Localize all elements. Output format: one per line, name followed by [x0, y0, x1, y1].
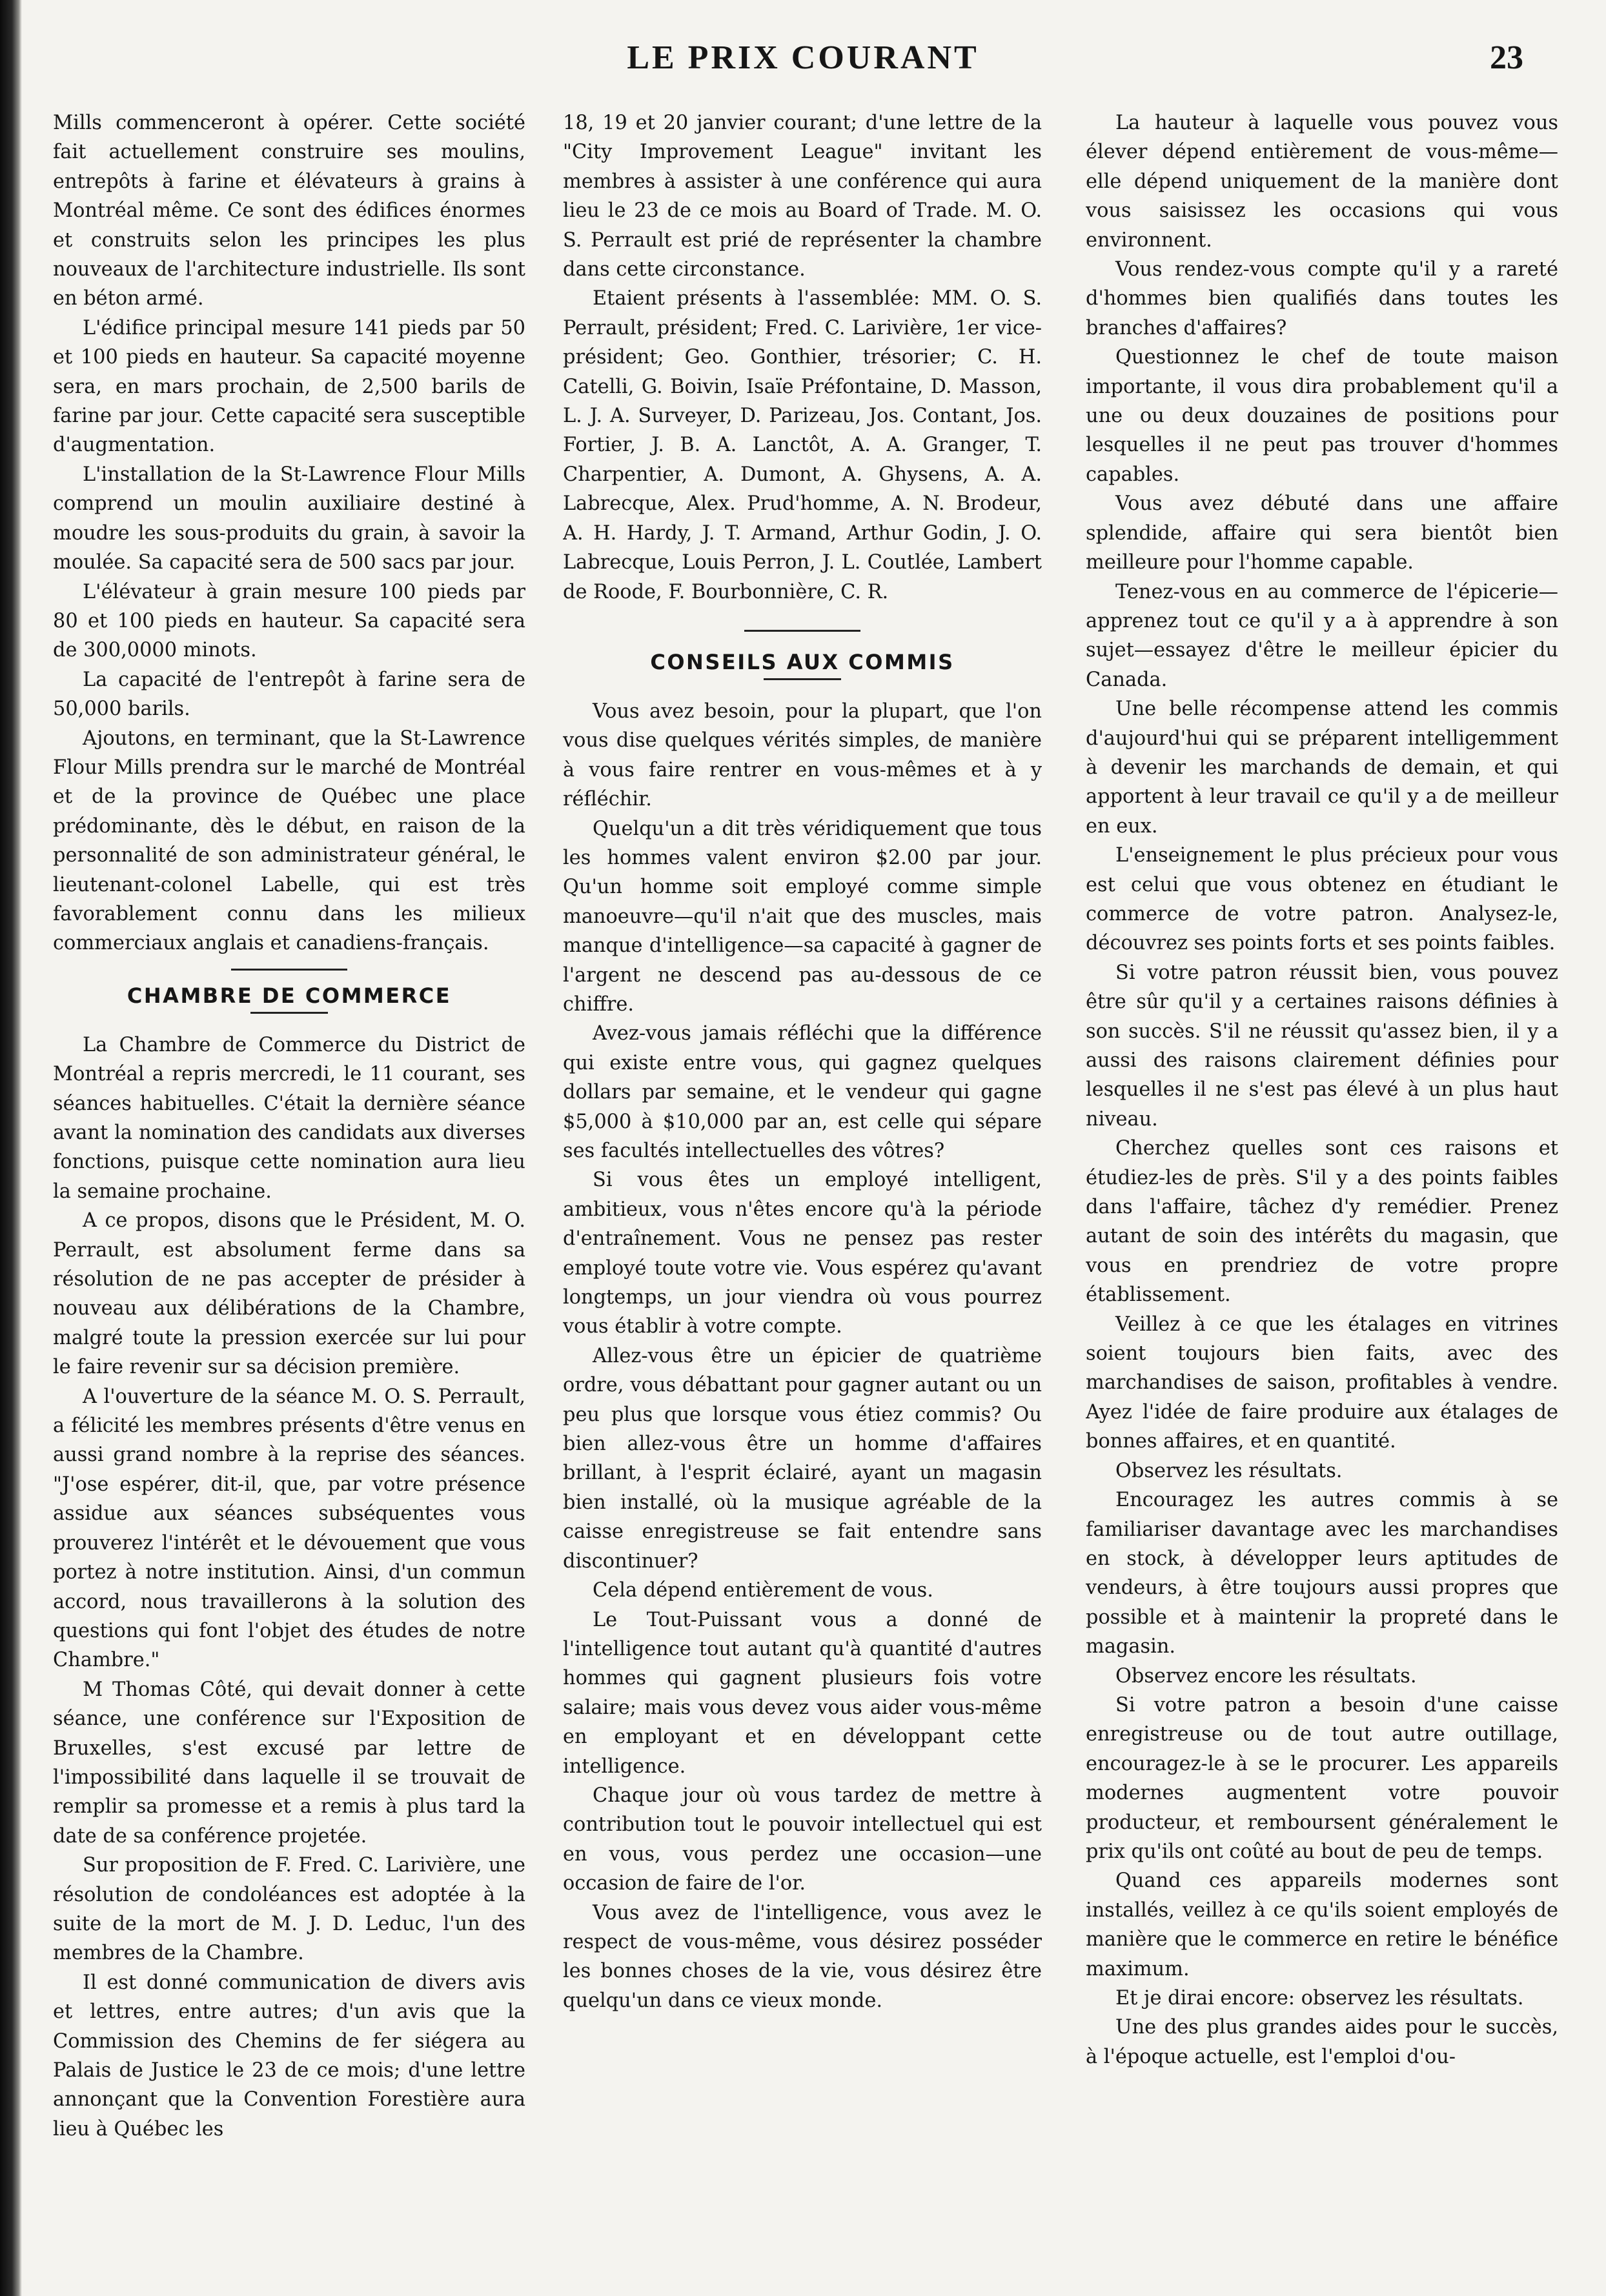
- journal-title: LE PRIX COURANT: [627, 39, 979, 76]
- paragraph: Et je dirai encore: observez les résultats.: [1115, 1987, 1524, 2009]
- paragraph: L'enseignement le plus précieux pour vous est celui que vous obtenez en étudiant le commerce de votre patron. Analysez-le, découvrez ses points forts et ses points faibles.: [1086, 844, 1558, 955]
- paragraph: A l'ouverture de la séance M. O. S. Perrault, a félicité les membres présents d'être venus en aussi grand nombre à la reprise des séances. "J'ose espérer, dit-il, que, par votre présence assidue aux séances subséquentes vous prouverez l'intérêt et le dévouement que vous portez à notre institution. Ainsi, d'un commun accord, nous travaillerons à la solution des questions qui font l'objet des études de notre Chambre.": [53, 1385, 525, 1672]
- section-title-conseils-aux-commis: CONSEILS AUX COMMIS: [650, 649, 955, 674]
- title-underline: [250, 1012, 328, 1014]
- paragraph: Questionnez le chef de toute maison importante, il vous dira probablement qu'il a une ou deux douzaines de positions pour lesquelles il ne peut pas trouver d'hommes capables.: [1086, 346, 1558, 486]
- paragraph: Il est donné communication de divers avis et lettres, entre autres; d'un avis que la Commission des Chemins de fer siégera au Palais de Justice le 23 de ce mois; d'une lettre annonçant que la Convention Forestière aura lieu à Québec les: [53, 1971, 525, 2140]
- paragraph: Allez-vous être un épicier de quatrième ordre, vous débattant pour gagner autant ou un peu plus que lorsque vous étiez commis? Ou bien allez-vous être un homme d'affaires brillant, à l'esprit éclairé, ayant un magasin bien installé, où la musique agréable de la caisse enregistreuse se fait entendre sans discontinuer?: [563, 1344, 1042, 1573]
- paragraph: L'installation de la St-Lawrence Flour Mills comprend un moulin auxiliaire destiné à moudre les sous-produits du grain, à savoir la moulée. Sa capacité sera de 500 sacs par jour.: [53, 463, 525, 574]
- paragraph: Vous avez besoin, pour la plupart, que l'on vous dise quelques vérités simples, de manière à vous faire rentrer en vous-mêmes et à y réfléchir.: [563, 700, 1042, 811]
- paragraph: Vous avez débuté dans une affaire splendide, affaire qui sera bientôt bien meilleure pour l'homme capable.: [1086, 492, 1558, 574]
- page-binding-edge: [0, 0, 22, 2296]
- paragraph: Quelqu'un a dit très véridiquement que tous les hommes valent environ $2.00 par jour. Qu'un homme soit employé comme simple manoeuvre—qu'il n'ait que des muscles, mais manque d'intelligence—sa capacité à gagner de l'argent ne descend pas au-dessous de ce chiffre.: [563, 817, 1042, 1016]
- paragraph: Sur proposition de F. Fred. C. Larivière, une résolution de condoléances est adoptée à la suite de la mort de M. J. D. Leduc, l'un des membres de la Chambre.: [53, 1854, 525, 1965]
- paragraph: Mills commenceront à opérer. Cette société fait actuellement construire ses moulins, entrepôts à farine et élévateurs à grains à Montréal même. Ce sont des édifices énormes et construits selon les principes les plus nouveaux de l'architecture industrielle. Ils sont en béton armé.: [53, 112, 525, 310]
- paragraph: Le Tout-Puissant vous a donné de l'intelligence tout autant qu'à quantité d'autres hommes qui gagnent plusieurs fois votre salaire; mais vous devez vous aider vous-même en employant et en développant cette intelligence.: [563, 1608, 1042, 1778]
- paragraph: Si votre patron a besoin d'une caisse enregistreuse ou de tout autre outillage, encouragez-le à se le procurer. Les appareils modernes augmentent votre pouvoir producteur, et remboursent généralement le prix qu'ils ont coûté au bout de peu de temps.: [1086, 1693, 1558, 1863]
- paragraph: Observez les résultats.: [1115, 1459, 1343, 1482]
- paragraph: Chaque jour où vous tardez de mettre à contribution tout le pouvoir intellectuel qui est en vous, vous perdez une occasion—une occasion de faire de l'or.: [563, 1784, 1042, 1895]
- paragraph: Cela dépend entièrement de vous.: [593, 1579, 933, 1602]
- paragraph: Une belle récompense attend les commis d'aujourd'hui qui se préparent intelligemment à devenir les marchands de demain, et qui apportent à leur travail ce qu'il y a de meilleur en eux.: [1086, 698, 1558, 838]
- paragraph: Avez-vous jamais réfléchi que la différence qui existe entre vous, qui gagnez quelques dollars par semaine, et le vendeur qui gagne $5,000 à $10,000 par an, est celle qui sépare ses facultés intellectuelles des vôtres?: [563, 1022, 1042, 1162]
- paragraph: Quand ces appareils modernes sont installés, veillez à ce qu'ils soient employés de manière que le commerce en retire le bénéfice maximum.: [1086, 1869, 1558, 1980]
- section-title-chambre-de-commerce: CHAMBRE DE COMMERCE: [127, 983, 452, 1008]
- section-divider: [231, 969, 347, 971]
- paragraph: Observez encore les résultats.: [1115, 1664, 1417, 1687]
- section-divider: [744, 630, 860, 632]
- paragraph: Veillez à ce que les étalages en vitrines soient toujours bien faits, avec des marchandises de saison, profitables à vendre. Ayez l'idée de faire produire aux étalages de bonnes affaires, et en quantité.: [1086, 1313, 1558, 1453]
- column-middle: [563, 108, 1042, 2283]
- paragraph: L'édifice principal mesure 141 pieds par 50 et 100 pieds en hauteur. Sa capacité moyenne sera, en mars prochain, de 2,500 barils de farine par jour. Cette capacité sera susceptible d'augmentation.: [53, 316, 525, 457]
- paragraph: Ajoutons, en terminant, que la St-Lawrence Flour Mills prendra sur le marché de Montréal et de la province de Québec une place prédominante, dès le début, en raison de la personnalité de son administrateur général, le lieutenant-colonel Labelle, qui est très favorablement connu dans les milieux commerciaux anglais et canadiens-français.: [53, 727, 525, 955]
- paragraph: Encouragez les autres commis à se familiariser davantage avec les marchandises en stock, à développer leurs aptitudes de vendeurs, à être toujours aussi propres que possible et à maintenir la propreté dans le magasin.: [1086, 1489, 1558, 1658]
- paragraph: Une des plus grandes aides pour le succès, à l'époque actuelle, est l'emploi d'ou-: [1086, 2016, 1558, 2068]
- paragraph: 18, 19 et 20 janvier courant; d'une lettre de la "City Improvement League" invitant les membres à assister à une conférence qui aura lieu le 23 de ce mois au Board of Trade. M. O. S. Perrault est prié de représenter la chambre dans cette circonstance.: [563, 112, 1042, 281]
- paragraph: M Thomas Côté, qui devait donner à cette séance, une conférence sur l'Exposition de Bruxelles, s'est excusé par lettre de l'impossibilité dans laquelle il se trouvait de remplir sa promesse et a remis à plus tard la date de sa conférence projetée.: [53, 1678, 525, 1848]
- paragraph: Etaient présents à l'assemblée: MM. O. S. Perrault, président; Fred. C. Larivière, 1er vice-président; Geo. Gonthier, trésorier; C. H. Catelli, G. Boivin, Isaïe Préfontaine, D. Masson, L. J. A. Surveyer, D. Parizeau, Jos. Contant, Jos. Fortier, J. B. A. Lanctôt, A. A. Granger, T. Charpentier, A. Dumont, A. Ghysens, A. A. Labrecque, Alex. Prud'homme, A. N. Brodeur, A. H. Hardy, J. T. Armand, Arthur Godin, J. O. Labrecque, Louis Perron, J. L. Coutlée, Lambert de Roode, F. Bourbonnière, C. R.: [563, 287, 1042, 603]
- paragraph: Si votre patron réussit bien, vous pouvez être sûr qu'il y a certaines raisons définies à son succès. S'il ne réussit qu'assez bien, il y a aussi des raisons clairement définies pour lesquelles il ne s'est pas élevé à un plus haut niveau.: [1086, 961, 1558, 1131]
- paragraph: Si vous êtes un employé intelligent, ambitieux, vous n'êtes encore qu'à la période d'entraînement. Vous ne pensez pas rester employé toute votre vie. Vous espérez qu'avant longtemps, un jour viendra où vous pourrez vous établir à votre compte.: [563, 1169, 1042, 1338]
- paragraph: Cherchez quelles sont ces raisons et étudiez-les de près. S'il y a des points faibles dans l'affaire, tâchez d'y remédier. Prenez autant de soin des intérêts du magasin, que vous en prendriez de votre propre établissement.: [1086, 1137, 1558, 1307]
- paragraph: A ce propos, disons que le Président, M. O. Perrault, est absolument ferme dans sa résolution de ne pas accepter de présider à nouveau aux délibérations de la Chambre, malgré toute la pression exercée sur lui pour le faire revenir sur sa décision première.: [53, 1209, 525, 1379]
- running-header: [0, 26, 1606, 97]
- column-left: [53, 108, 525, 2283]
- paragraph: La capacité de l'entrepôt à farine sera de 50,000 barils.: [53, 668, 525, 721]
- title-underline: [764, 678, 841, 680]
- column-right: [1086, 108, 1558, 2283]
- paragraph: L'élévateur à grain mesure 100 pieds par 80 et 100 pieds en hauteur. Sa capacité sera de 300,0000 minots.: [53, 580, 525, 662]
- paragraph: Tenez-vous en au commerce de l'épicerie—apprenez tout ce qu'il y a à apprendre à son sujet—essayez d'être le meilleur épicier du Canada.: [1086, 580, 1558, 691]
- paragraph: Vous rendez-vous compte qu'il y a rareté d'hommes bien qualifiés dans toutes les branches d'affaires?: [1086, 258, 1558, 339]
- paragraph: La Chambre de Commerce du District de Montréal a repris mercredi, le 11 courant, ses séances habituelles. C'était la dernière séance avant la nomination des candidats aux diverses fonctions, puisque cette nomination aura lieu la semaine prochaine.: [53, 1033, 525, 1203]
- page-number: 23: [1490, 39, 1523, 76]
- paragraph: Vous avez de l'intelligence, vous avez le respect de vous-même, vous désirez posséder les bonnes choses de la vie, vous désirez être quelqu'un dans ce vieux monde.: [563, 1901, 1042, 2012]
- paragraph: La hauteur à laquelle vous pouvez vous élever dépend entièrement de vous-même—elle dépend uniquement de la manière dont vous saisissez les occasions qui vous environnent.: [1086, 112, 1558, 252]
